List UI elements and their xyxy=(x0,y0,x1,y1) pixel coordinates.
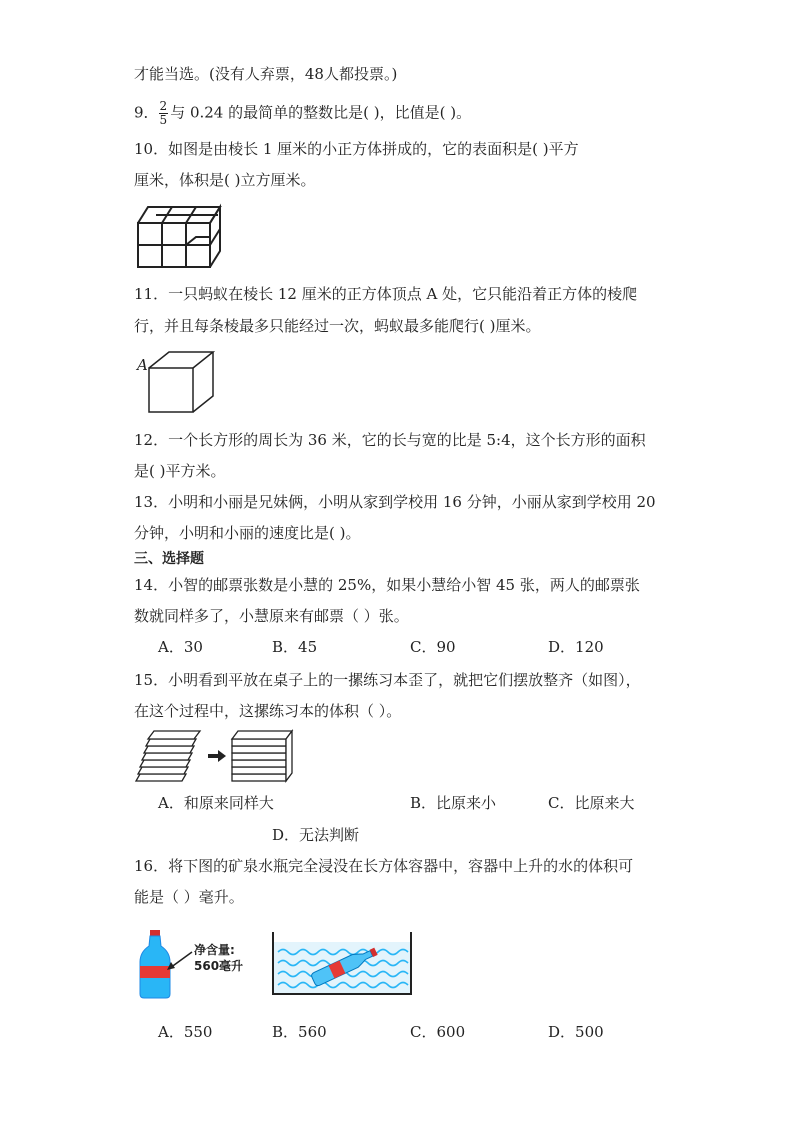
option-c[interactable]: C．90 xyxy=(410,638,456,656)
option-d[interactable]: D．无法判断 xyxy=(272,826,360,844)
question-10-line1: 10．如图是由棱长 1 厘米的小正方体拼成的，它的表面积是( )平方 xyxy=(134,140,579,158)
question-13-line2: 分钟，小明和小丽的速度比是( )。 xyxy=(134,524,361,542)
question-16-line2: 能是（ ）毫升。 xyxy=(134,888,244,906)
question-14-line1: 14．小智的邮票张数是小慧的 25%，如果小慧给小智 45 张，两人的邮票张 xyxy=(134,576,640,594)
option-c[interactable]: C．比原来大 xyxy=(548,794,635,812)
notebooks-figure xyxy=(134,727,294,785)
single-cube-figure xyxy=(147,350,215,414)
section-heading: 三、选择题 xyxy=(134,551,204,567)
cubes-figure xyxy=(136,203,232,271)
option-b[interactable]: B．比原来小 xyxy=(410,794,497,812)
option-b[interactable]: B．45 xyxy=(272,638,318,656)
question-13-line1: 13．小明和小丽是兄妹俩，小明从家到学校用 16 分钟，小丽从家到学校用 20 xyxy=(134,493,656,511)
question-15-line2: 在这个过程中，这摞练习本的体积（ ）。 xyxy=(134,702,402,720)
question-10-line2: 厘米，体积是( )立方厘米。 xyxy=(134,171,316,189)
question-14-line2: 数就同样多了，小慧原来有邮票（ ）张。 xyxy=(134,607,409,625)
bottle-label-line1: 净含量: xyxy=(194,943,235,957)
question-12-line2: 是( )平方米。 xyxy=(134,462,226,480)
question-11-line1: 11．一只蚂蚁在棱长 12 厘米的正方体顶点 A 处，它只能沿着正方体的棱爬 xyxy=(134,285,638,303)
bottle-label xyxy=(194,942,243,974)
text-line: 才能当选。(没有人弃票，48人都投票。) xyxy=(134,65,398,83)
option-a[interactable]: A．30 xyxy=(158,638,203,656)
question-text: 与 0.24 的最简单的整数比是( )，比值是( )。 xyxy=(170,103,472,122)
option-a[interactable]: A．和原来同样大 xyxy=(158,794,274,812)
question-15-line1: 15．小明看到平放在桌子上的一摞练习本歪了，就把它们摆放整齐（如图）， xyxy=(134,671,641,689)
option-a[interactable]: A．550 xyxy=(158,1023,213,1041)
water-container-figure xyxy=(270,930,414,998)
question-11-line2: 行，并且每条棱最多只能经过一次，蚂蚁最多能爬行( )厘米。 xyxy=(134,317,541,335)
option-c[interactable]: C．600 xyxy=(410,1023,466,1041)
fraction-numerator: 2 xyxy=(159,99,168,113)
pointer-arrow xyxy=(164,950,194,972)
question-16-line1: 16．将下图的矿泉水瓶完全浸没在长方体容器中，容器中上升的水的体积可 xyxy=(134,857,634,875)
option-b[interactable]: B．560 xyxy=(272,1023,327,1041)
option-d[interactable]: D．120 xyxy=(548,638,604,656)
fraction-denominator: 5 xyxy=(159,113,168,127)
fraction xyxy=(159,100,169,127)
bottle-label-line2: 560毫升 xyxy=(194,959,244,973)
vertex-label-a: A xyxy=(137,356,148,374)
question-number: 9． xyxy=(134,103,159,122)
question-12-line1: 12．一个长方形的周长为 36 米，它的长与宽的比是 5:4，这个长方形的面积 xyxy=(134,431,646,449)
question-9 xyxy=(134,100,471,127)
option-d[interactable]: D．500 xyxy=(548,1023,604,1041)
